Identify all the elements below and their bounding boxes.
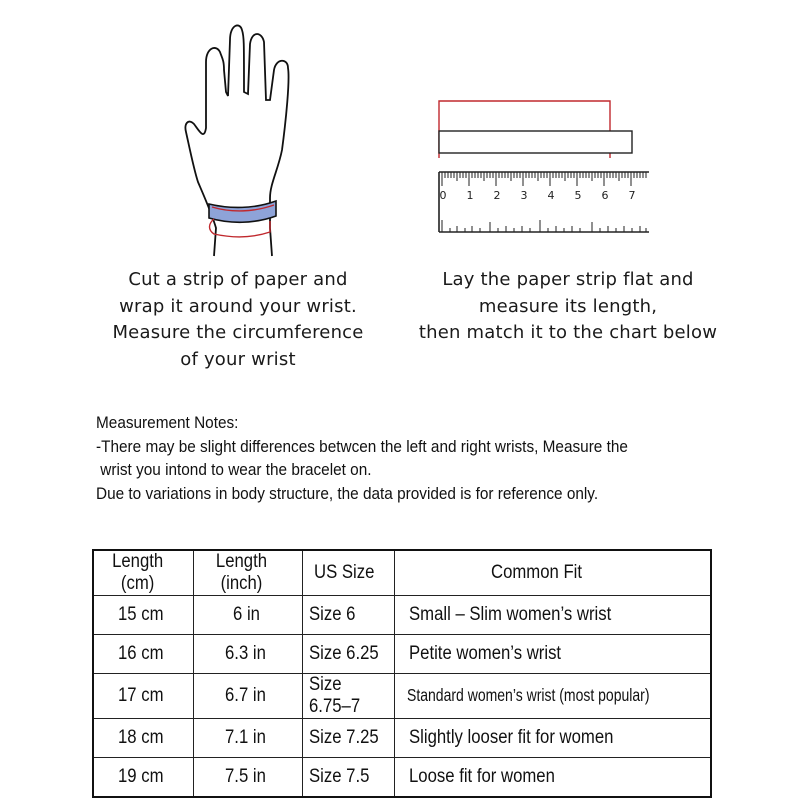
measurement-notes [96,412,673,506]
table-row [93,758,711,798]
ruler-with-paper-strip-icon [430,95,660,240]
ruler-tick-label: 5 [574,189,582,202]
ruler-tick-label: 1 [466,189,474,202]
cell-length-inch: 7.1 in [194,719,303,758]
header-length-inch: Length (inch) [194,550,303,596]
ruler-tick-label: 7 [628,189,636,202]
cell-common-fit: Loose fit for women [394,758,711,798]
header-us-size: US Size [303,550,395,596]
table-row [93,596,711,635]
header-common-fit: Common Fit [394,550,711,596]
ruler-tick-label: 0 [439,189,447,202]
cell-length-cm: 17 cm [93,674,194,719]
ruler-tick-label: 2 [493,189,501,202]
instruction-line: then match it to the chart below [418,322,718,343]
cell-length-cm: 16 cm [93,635,194,674]
instruction-line: of your wrist [180,348,296,370]
table-row [93,719,711,758]
instruction-left [100,267,376,373]
ruler-tick-label: 4 [547,189,555,202]
instruction-line: Lay the paper strip flat and [442,269,694,290]
instruction-line: wrap it around your wrist. [119,295,357,317]
cell-us-size: Size 7.25 [303,719,395,758]
instruction-line: measure its length, [478,295,658,317]
header-length-cm: Length (cm) [93,550,194,596]
cell-common-fit: Standard women’s wrist (most popular) [394,674,711,719]
cell-length-inch: 6 in [194,596,303,635]
instruction-line: Measure the circumference [112,322,364,343]
cell-length-inch: 6.7 in [194,674,303,719]
notes-title: Measurement Notes: [96,414,239,432]
cell-us-size: Size 6 [303,596,395,635]
cell-length-inch: 7.5 in [194,758,303,798]
notes-line: Due to variations in body structure, the data provided is for reference only. [96,484,599,503]
instruction-right [410,267,726,347]
cell-length-cm: 15 cm [93,596,194,635]
notes-line: wrist you intond to wear the bracelet on. [96,461,372,479]
ruler-tick-label: 3 [520,189,528,202]
hand-with-bracelet-icon [180,20,320,260]
cell-length-inch: 6.3 in [194,635,303,674]
table-row [93,635,711,674]
size-chart-table [92,549,712,798]
cell-us-size: Size 6.25 [303,635,395,674]
notes-line: -There may be slight differences betwcen the left and right wrists, Measure the [96,437,628,456]
cell-length-cm: 18 cm [93,719,194,758]
cell-common-fit: Small – Slim women’s wrist [394,596,711,635]
cell-length-cm: 19 cm [93,758,194,798]
ruler-tick-label: 6 [601,189,609,202]
cell-us-size: Size 6.75–7 [303,674,395,719]
cell-us-size: Size 7.5 [303,758,395,798]
table-header-row [93,550,711,596]
cell-common-fit: Petite women’s wrist [394,635,711,674]
instruction-line: Cut a strip of paper and [128,269,348,290]
table-row [93,674,711,719]
cell-common-fit: Slightly looser fit for women [394,719,711,758]
